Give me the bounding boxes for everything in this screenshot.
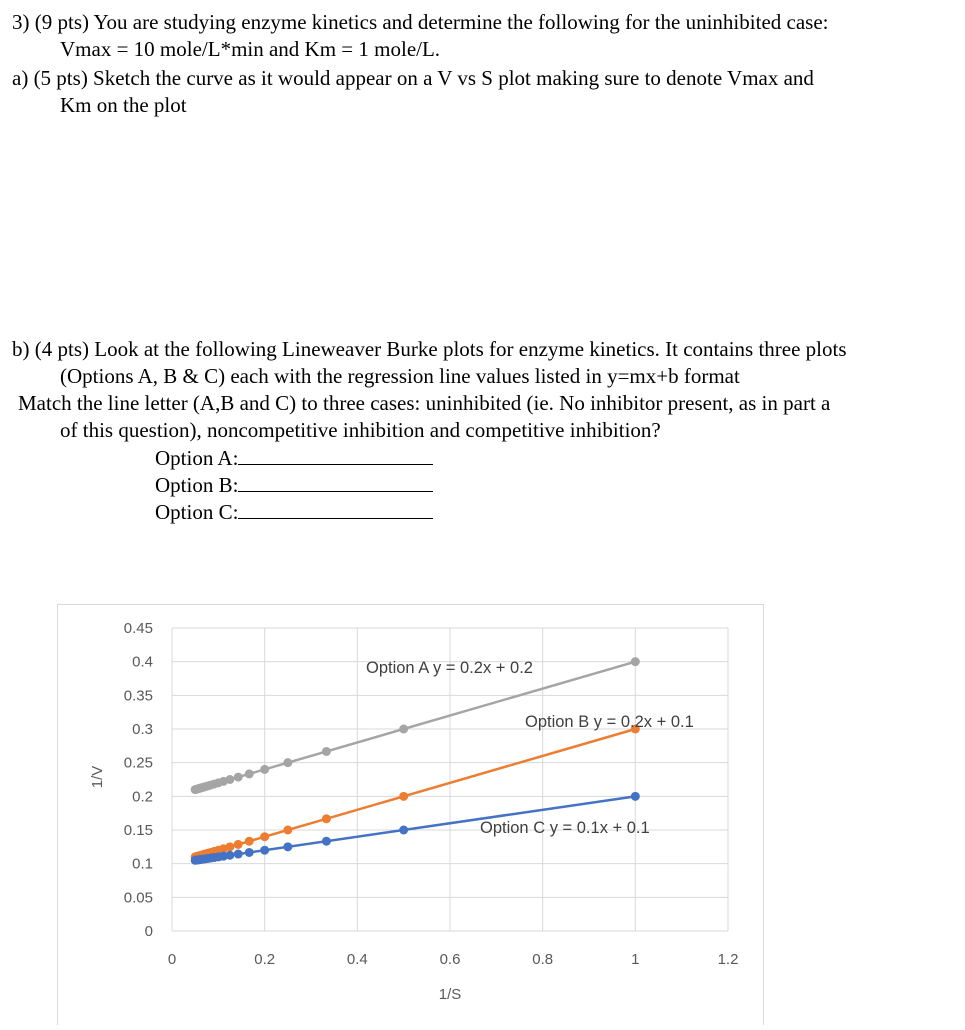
data-point-option-c xyxy=(245,848,254,857)
option-b-answer-line xyxy=(155,471,433,499)
data-point-option-a xyxy=(245,769,254,778)
data-point-option-c xyxy=(322,837,331,846)
y-axis-title: 1/V xyxy=(89,765,106,789)
label-layer xyxy=(366,659,694,837)
x-tick-label: 1 xyxy=(631,951,640,968)
y-tick-label: 0.45 xyxy=(123,620,153,637)
option-b-blank[interactable] xyxy=(238,471,433,492)
part-a-prompt-continued: Km on the plot xyxy=(60,93,187,117)
y-tick-label: 0.2 xyxy=(132,788,153,806)
option-b-label: Option B: xyxy=(155,473,239,497)
part-b-prompt-line2: (Options A, B & C) each with the regression line values listed in y=mx+b format xyxy=(60,364,740,388)
y-tick-label: 0.3 xyxy=(132,721,153,738)
y-tick-label: 0 xyxy=(144,923,153,940)
y-tick-label: 0.15 xyxy=(123,822,153,839)
data-point-option-b xyxy=(322,814,331,823)
series-label-option-a: Option A y = 0.2x + 0.2 xyxy=(366,659,533,677)
data-point-option-c xyxy=(260,846,269,855)
part-b-prompt: b) (4 pts) Look at the following Lineweaver Burke plots for enzyme kinetics. It contains three plots xyxy=(12,337,847,361)
y-tick-label: 0.35 xyxy=(123,687,153,705)
data-point-option-b xyxy=(245,837,254,846)
series-label-option-b: Option B y = 0.2x + 0.1 xyxy=(525,713,694,731)
series-label-option-c: Option C y = 0.1x + 0.1 xyxy=(480,819,650,837)
data-point-option-b xyxy=(234,840,243,849)
data-point-option-c xyxy=(283,842,292,851)
x-tick-label: 0.8 xyxy=(532,951,554,968)
data-point-option-b xyxy=(399,792,408,801)
option-a-blank[interactable] xyxy=(238,444,433,465)
data-point-option-c xyxy=(631,792,640,801)
y-tick-label: 0.25 xyxy=(123,754,153,772)
x-tick-label: 0.6 xyxy=(439,951,461,968)
x-tick-label: 0 xyxy=(167,951,177,968)
option-a-label: Option A: xyxy=(155,446,239,470)
data-point-option-c xyxy=(191,856,200,865)
part-b-prompt-line3: Match the line letter (A,B and C) to three cases: uninhibited (ie. No inhibitor present, as in part a xyxy=(18,391,831,415)
data-point-option-a xyxy=(631,657,640,666)
option-c-answer-line xyxy=(155,498,433,526)
part-b-prompt-line4: of this question), noncompetitive inhibition and competitive inhibition? xyxy=(60,418,661,442)
chart-svg xyxy=(58,605,763,1025)
option-a-answer-line xyxy=(155,444,433,472)
data-point-option-a xyxy=(283,758,292,767)
x-tick-label: 1.2 xyxy=(717,951,739,968)
data-point-option-c xyxy=(234,850,243,859)
x-axis-title: 1/S xyxy=(438,986,462,1003)
part-a-prompt: a) (5 pts) Sketch the curve as it would appear on a V vs S plot making sure to denote Vmax and xyxy=(12,66,814,90)
given-values: Vmax = 10 mole/L*min and Km = 1 mole/L. xyxy=(60,37,441,61)
lineweaver-burk-chart xyxy=(57,604,764,1025)
x-tick-label: 0.4 xyxy=(346,951,368,968)
question-header: 3) (9 pts) You are studying enzyme kinetics and determine the following for the uninhibited case: xyxy=(12,10,829,34)
data-point-option-a xyxy=(399,725,408,734)
y-tick-label: 0.1 xyxy=(132,855,153,873)
data-point-option-a xyxy=(191,785,200,794)
data-point-option-c xyxy=(399,826,408,835)
data-point-option-b xyxy=(260,832,269,841)
y-tick-label: 0.4 xyxy=(132,653,153,671)
data-point-option-b xyxy=(283,826,292,835)
option-c-blank[interactable] xyxy=(238,498,433,519)
data-point-option-a xyxy=(260,765,269,774)
data-point-option-a xyxy=(322,747,331,756)
option-c-label: Option C: xyxy=(155,500,239,524)
y-tick-label: 0.05 xyxy=(123,889,153,907)
x-tick-label: 0.2 xyxy=(254,951,276,968)
axis-layer xyxy=(89,620,738,1003)
data-point-option-a xyxy=(234,773,243,782)
